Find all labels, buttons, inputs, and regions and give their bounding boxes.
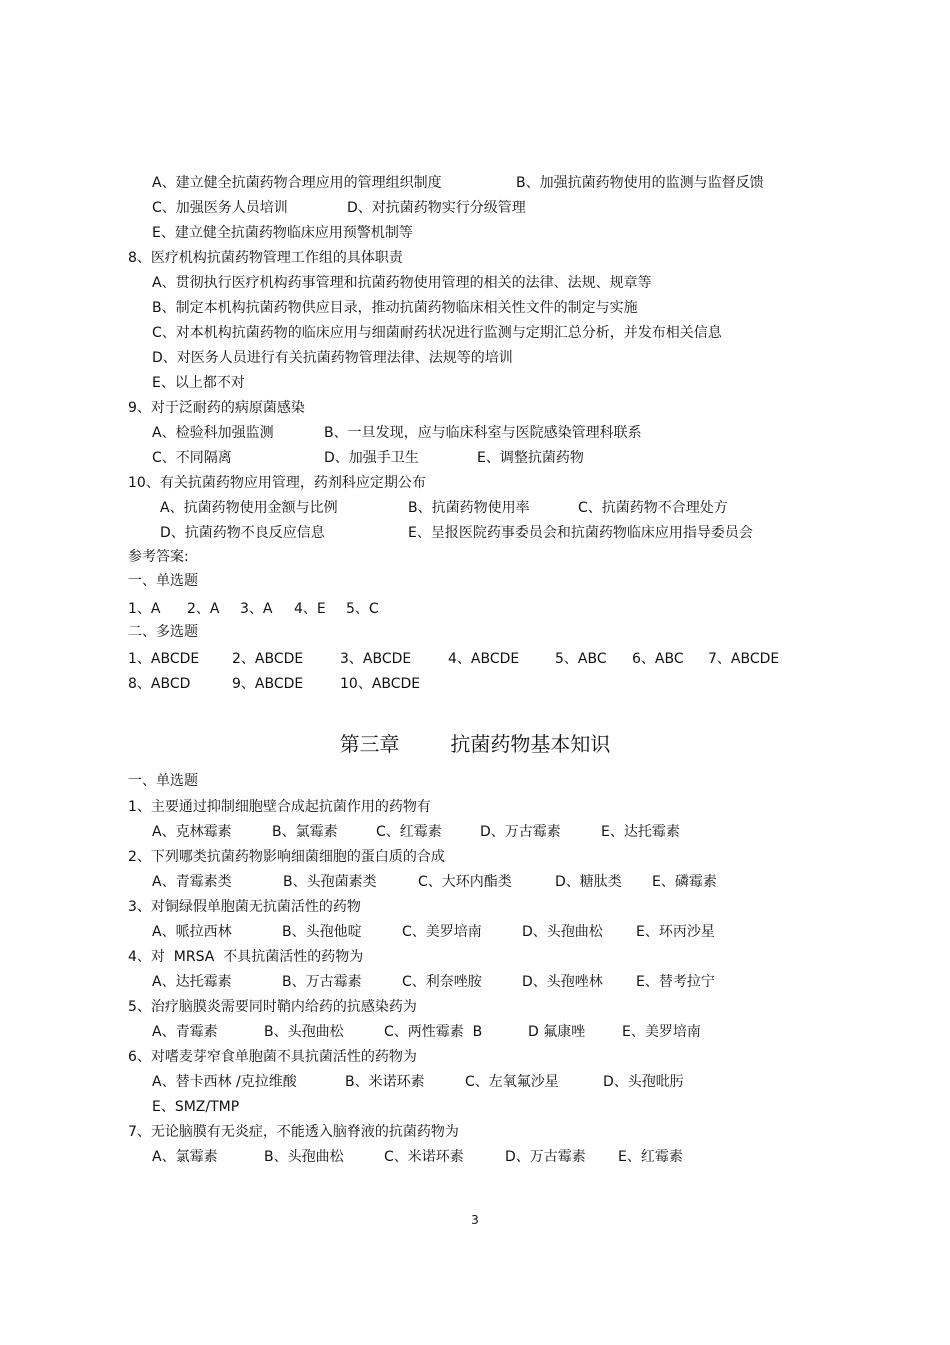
text-line: D、对抗菌药物实行分级管理 bbox=[347, 200, 526, 216]
option: B、头孢菌素类 bbox=[283, 874, 377, 890]
option: B、头孢曲松 bbox=[264, 1149, 344, 1165]
answer-item: 8、ABCD bbox=[128, 676, 191, 692]
option: B、米诺环素 bbox=[345, 1074, 425, 1090]
question-8: 8、医疗机构抗菌药物管理工作组的具体职责 bbox=[128, 250, 403, 266]
page-number: 3 bbox=[471, 1213, 479, 1227]
question-3: 3、对铜绿假单胞菌无抗菌活性的药物 bbox=[128, 899, 361, 915]
answer-item: 5、C bbox=[346, 601, 379, 617]
answer-item: 1、A bbox=[128, 601, 161, 617]
text-line: B、抗菌药物使用率 bbox=[408, 500, 530, 516]
option: A、青霉素类 bbox=[152, 874, 232, 890]
text-line: D、对医务人员进行有关抗菌药物管理法律、法规等的培训 bbox=[152, 350, 513, 366]
text-line: B、制定本机构抗菌药物供应目录，推动抗菌药物临床相关性文件的制定与实施 bbox=[152, 300, 638, 316]
option: A、青霉素 bbox=[152, 1024, 218, 1040]
option: E、红霉素 bbox=[618, 1149, 683, 1165]
question-10: 10、有关抗菌药物应用管理，药剂科应定期公布 bbox=[128, 475, 426, 491]
text-line: C、对本机构抗菌药物的临床应用与细菌耐药状况进行监测与定期汇总分析，并发布相关信息 bbox=[152, 325, 722, 341]
answer-item: 2、ABCDE bbox=[232, 651, 304, 667]
option: B、氯霉素 bbox=[272, 824, 338, 840]
option: E、达托霉素 bbox=[601, 824, 680, 840]
text-line: A、抗菌药物使用金额与比例 bbox=[160, 500, 338, 516]
answer-item: 10、ABCDE bbox=[340, 676, 421, 692]
section-heading: 二、多选题 bbox=[128, 624, 198, 640]
option: A、哌拉西林 bbox=[152, 924, 232, 940]
answer-item: 1、ABCDE bbox=[128, 651, 200, 667]
text-line: E、呈报医院药事委员会和抗菌药物临床应用指导委员会 bbox=[408, 525, 753, 541]
option: C、两性霉素 B bbox=[384, 1024, 483, 1040]
text-line: A、建立健全抗菌药物合理应用的管理组织制度 bbox=[152, 175, 442, 191]
text-line: E、建立健全抗菌药物临床应用预警机制等 bbox=[152, 225, 413, 241]
option: A、氯霉素 bbox=[152, 1149, 218, 1165]
option: D、万古霉素 bbox=[480, 824, 561, 840]
question-7: 7、无论脑膜有无炎症，不能透入脑脊液的抗菌药物为 bbox=[128, 1124, 459, 1140]
answer-item: 4、ABCDE bbox=[448, 651, 520, 667]
answer-item: 4、E bbox=[294, 601, 326, 617]
answer-item: 3、ABCDE bbox=[340, 651, 412, 667]
answer-item: 5、ABC bbox=[555, 651, 607, 667]
question-4: 4、对 MRSA 不具抗菌活性的药物为 bbox=[128, 949, 364, 965]
option: A、克林霉素 bbox=[152, 824, 232, 840]
option: C、大环内酯类 bbox=[418, 874, 512, 890]
option: D、头孢曲松 bbox=[522, 924, 603, 940]
option: E、环丙沙星 bbox=[636, 924, 715, 940]
option: E、替考拉宁 bbox=[636, 974, 715, 990]
answer-item: 2、A bbox=[187, 601, 220, 617]
option: D、万古霉素 bbox=[505, 1149, 586, 1165]
question-2: 2、下列哪类抗菌药物影响细菌细胞的蛋白质的合成 bbox=[128, 849, 445, 865]
section-heading: 一、单选题 bbox=[128, 573, 198, 589]
text-line: B、一旦发现，应与临床科室与医院感染管理科联系 bbox=[324, 425, 642, 441]
answer-item: 7、ABCDE bbox=[708, 651, 780, 667]
option: C、左氧氟沙星 bbox=[465, 1074, 559, 1090]
option: B、头孢他啶 bbox=[282, 924, 362, 940]
text-line: D、抗菌药物不良反应信息 bbox=[160, 525, 325, 541]
option: C、美罗培南 bbox=[402, 924, 482, 940]
option: A、替卡西林 /克拉维酸 bbox=[152, 1074, 297, 1090]
option: E、美罗培南 bbox=[622, 1024, 701, 1040]
text-line: C、加强医务人员培训 bbox=[152, 200, 288, 216]
option: B、头孢曲松 bbox=[264, 1024, 344, 1040]
option: A、达托霉素 bbox=[152, 974, 232, 990]
option: D、糖肽类 bbox=[555, 874, 622, 890]
option: C、利奈唑胺 bbox=[402, 974, 482, 990]
option: B、万古霉素 bbox=[282, 974, 362, 990]
text-line: A、检验科加强监测 bbox=[152, 425, 274, 441]
answer-item: 3、A bbox=[240, 601, 273, 617]
question-9: 9、对于泛耐药的病原菌感染 bbox=[128, 400, 305, 416]
question-6: 6、对嗜麦芽窄食单胞菌不具抗菌活性的药物为 bbox=[128, 1049, 417, 1065]
section-heading: 一、单选题 bbox=[128, 773, 198, 789]
text-line: A、贯彻执行医疗机构药事管理和抗菌药物使用管理的相关的法律、法规、规章等 bbox=[152, 275, 652, 291]
text-line: C、不同隔离 bbox=[152, 450, 232, 466]
text-line: C、抗菌药物不合理处方 bbox=[578, 500, 728, 516]
text-line: E、调整抗菌药物 bbox=[477, 450, 584, 466]
text-line: D、加强手卫生 bbox=[324, 450, 419, 466]
answer-item: 6、ABC bbox=[632, 651, 684, 667]
text-line: E、以上都不对 bbox=[152, 375, 245, 391]
option: D 氟康唑 bbox=[528, 1024, 586, 1040]
option: D、头孢吡肟 bbox=[603, 1074, 684, 1090]
option: E、SMZ/TMP bbox=[152, 1099, 240, 1115]
question-1: 1、主要通过抑制细胞壁合成起抗菌作用的药物有 bbox=[128, 799, 431, 815]
option: E、磷霉素 bbox=[652, 874, 717, 890]
option: D、头孢唑林 bbox=[522, 974, 603, 990]
question-5: 5、治疗脑膜炎需要同时鞘内给药的抗感染药为 bbox=[128, 999, 417, 1015]
chapter-title: 第三章 抗菌药物基本知识 bbox=[339, 732, 611, 756]
text-line: B、加强抗菌药物使用的监测与监督反馈 bbox=[516, 175, 764, 191]
option: C、米诺环素 bbox=[384, 1149, 464, 1165]
answer-item: 9、ABCDE bbox=[232, 676, 304, 692]
answer-heading: 参考答案: bbox=[128, 549, 189, 565]
option: C、红霉素 bbox=[376, 824, 442, 840]
